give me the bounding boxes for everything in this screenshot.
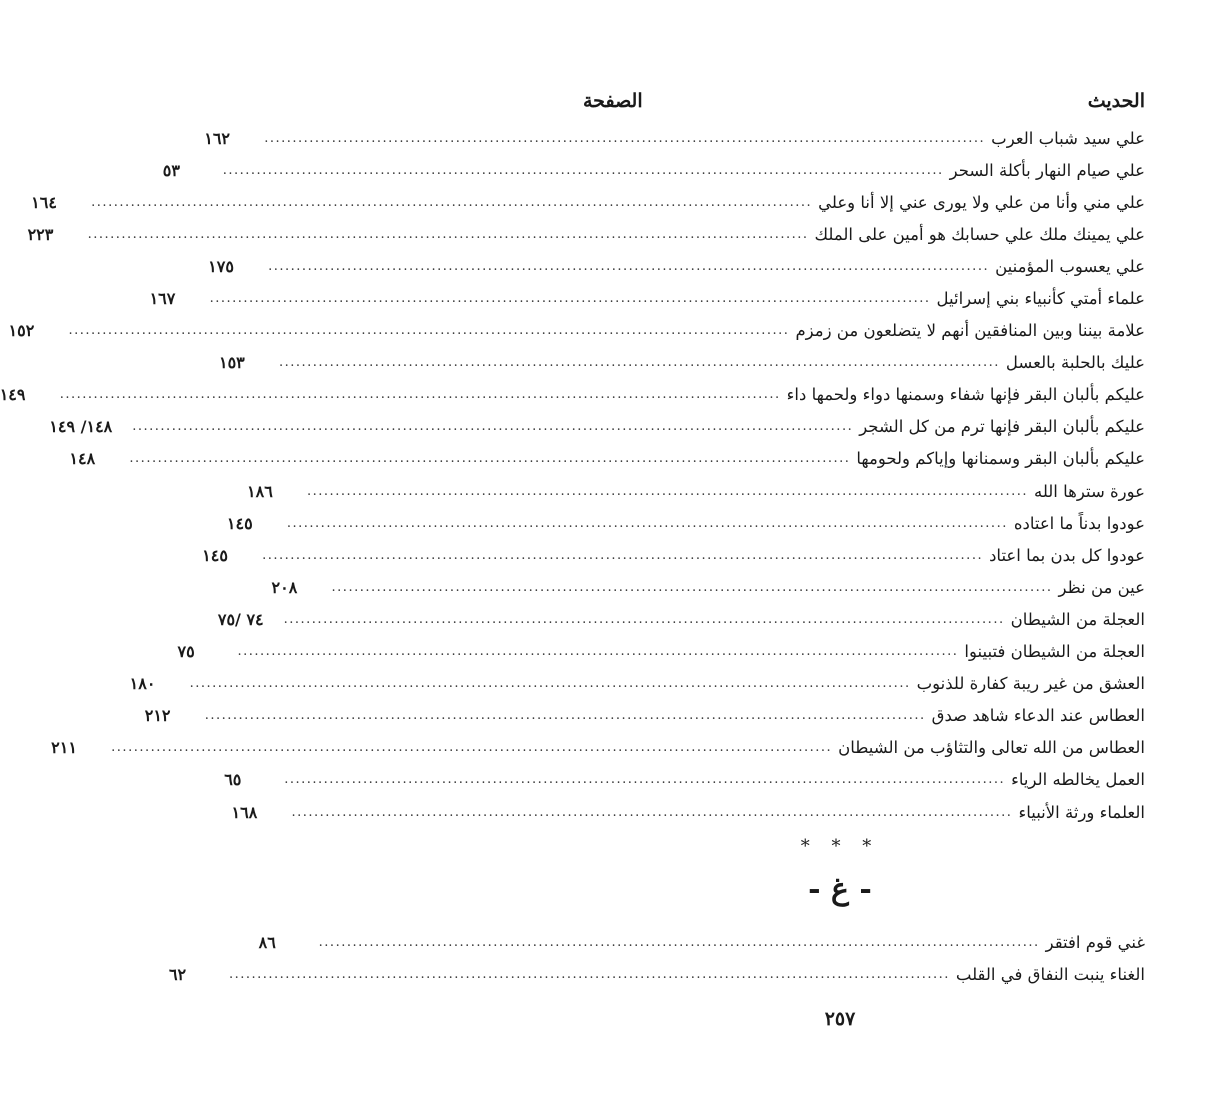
- index-entry-row: [51, 732, 1145, 764]
- index-entry-row: [218, 347, 1145, 379]
- page-reference: ٢١٢: [144, 706, 171, 726]
- page-reference: ١٨٦: [247, 481, 273, 501]
- index-entry-row: [177, 636, 1145, 668]
- dot-leader: ................................................................................................................................: [291, 804, 1013, 820]
- dot-leader: ................................................................................................................................: [264, 130, 986, 146]
- dot-leader: ................................................................................................................................: [268, 258, 990, 274]
- hadith-text: العشق من غير ريبة كفارة للذنوب: [916, 674, 1145, 694]
- index-entry-row: [271, 571, 1145, 603]
- page-reference: ١٦٤: [31, 192, 57, 212]
- dot-leader: ................................................................................................................................: [278, 355, 1000, 371]
- page-reference: ٧٥: [177, 642, 195, 662]
- index-list-ain: [0, 122, 1145, 828]
- index-entry-row: [204, 122, 1145, 154]
- page-number: ٢٥٧: [824, 1008, 856, 1030]
- index-entry-row: [144, 700, 1145, 732]
- section-heading-ghain: - غ -: [808, 872, 872, 907]
- hadith-text: عين من نظر: [1058, 577, 1145, 597]
- dot-leader: ................................................................................................................................: [87, 226, 809, 242]
- dot-leader: ................................................................................................................................: [318, 934, 1040, 950]
- page-reference: ٨٦: [258, 932, 276, 952]
- page-reference: ١٦٧: [149, 289, 176, 309]
- dot-leader: ................................................................................................................................: [286, 515, 1008, 531]
- page-reference: ١٦٢: [204, 128, 230, 148]
- dot-leader: ................................................................................................................................: [209, 291, 931, 307]
- hadith-text: علي يمينك ملك علي حسابك هو أمين على الملك: [814, 224, 1145, 244]
- page-reference: ١٨٠: [129, 674, 156, 694]
- column-header: [583, 86, 1145, 116]
- page-reference: ١٤٥: [226, 513, 253, 533]
- dot-leader: ................................................................................................................................: [222, 162, 944, 178]
- hadith-text: عليكم بألبان البقر فإنها شفاء وسمنها دواء ولحمها داء: [786, 385, 1145, 405]
- hadith-text: عودوا كل بدن بما اعتاد: [989, 545, 1145, 565]
- hadith-text: عليكم بألبان البقر فإنها ترم من كل الشجر: [859, 417, 1145, 437]
- hadith-text: غني قوم افتقر: [1045, 932, 1145, 952]
- hadith-text: عودوا بدناً ما اعتاده: [1013, 513, 1145, 533]
- dot-leader: ................................................................................................................................: [91, 194, 813, 210]
- index-entry-row: [231, 796, 1145, 828]
- index-list-ghain: [168, 926, 1145, 990]
- index-entry-row: [69, 443, 1145, 475]
- index-entry-row: [226, 507, 1145, 539]
- hadith-text: علي يعسوب المؤمنين: [995, 256, 1145, 276]
- dot-leader: ................................................................................................................................: [59, 387, 781, 403]
- index-entry-row: [247, 475, 1145, 507]
- hadith-text: علامة بيننا وبين المنافقين أنهم لا يتضلعون من زمزم: [795, 321, 1145, 341]
- index-entry-row: [129, 668, 1145, 700]
- dot-leader: ................................................................................................................................: [284, 772, 1006, 788]
- dot-leader: ................................................................................................................................: [111, 740, 833, 756]
- hadith-text: عليك بالحلبة بالعسل: [1005, 353, 1145, 373]
- index-entry-row: [27, 218, 1145, 250]
- page-reference: ٥٣: [162, 160, 180, 180]
- dot-leader: ................................................................................................................................: [262, 547, 984, 563]
- hadith-text: العطاس عند الدعاء شاهد صدق: [931, 706, 1145, 726]
- page-reference: ٢٢٣: [27, 224, 54, 244]
- page-reference: ١٤٨: [69, 449, 96, 469]
- dot-leader: ................................................................................................................................: [283, 611, 1005, 627]
- dot-leader: ................................................................................................................................: [68, 323, 790, 339]
- hadith-text: العجلة من الشيطان فتبينوا: [964, 642, 1145, 662]
- hadith-column-label: الحديث: [1087, 90, 1145, 112]
- hadith-text: علي مني وأنا من علي ولا يورى عني إلا أنا وعلي: [818, 192, 1145, 212]
- hadith-text: علي صيام النهار بأكلة السحر: [949, 160, 1145, 180]
- page-reference: ١٥٢: [8, 321, 35, 341]
- index-entry-row: [168, 958, 1145, 990]
- page-column-label: الصفحة: [583, 90, 643, 112]
- index-entry-row: [31, 186, 1145, 218]
- hadith-text: علي سيد شباب العرب: [991, 128, 1145, 148]
- index-entry-row: [208, 250, 1145, 282]
- index-entry-row: [162, 154, 1145, 186]
- hadith-text: علماء أمتي كأنبياء بني إسرائيل: [936, 289, 1145, 309]
- index-entry-row: [217, 603, 1145, 635]
- page-reference: ١٥٣: [218, 353, 245, 373]
- index-entry-row: [0, 379, 1145, 411]
- index-entry-row: [8, 315, 1145, 347]
- page-reference: ٧٤ /٧٥: [217, 609, 264, 629]
- index-entry-row: [149, 282, 1145, 314]
- dot-leader: ................................................................................................................................: [237, 644, 959, 660]
- index-entry-row: [202, 539, 1145, 571]
- section-divider-stars: * * *: [800, 836, 880, 857]
- index-entry-row: [49, 411, 1145, 443]
- dot-leader: ................................................................................................................................: [132, 419, 854, 435]
- dot-leader: ................................................................................................................................: [129, 451, 851, 467]
- hadith-text: الغناء ينبت النفاق في القلب: [955, 964, 1145, 984]
- index-entry-row: [258, 926, 1145, 958]
- hadith-text: العطاس من الله تعالى والتثاؤب من الشيطان: [838, 738, 1145, 758]
- page-reference: ٦٥: [224, 770, 242, 790]
- page-reference: ٢١١: [51, 738, 77, 758]
- dot-leader: ................................................................................................................................: [204, 708, 926, 724]
- index-entry-row: [224, 764, 1145, 796]
- dot-leader: ................................................................................................................................: [307, 483, 1028, 499]
- page-reference: ١٤٩: [0, 385, 26, 405]
- hadith-text: عورة سترها الله: [1033, 481, 1145, 501]
- page-reference: ١٤٨/ ١٤٩: [49, 417, 113, 437]
- dot-leader: ................................................................................................................................: [228, 966, 950, 982]
- page-reference: ٢٠٨: [271, 577, 298, 597]
- page-reference: ٦٢: [168, 964, 187, 984]
- hadith-text: العمل يخالطه الرياء: [1011, 770, 1145, 790]
- page-reference: ١٤٥: [202, 545, 228, 565]
- page-reference: ١٦٨: [231, 802, 258, 822]
- hadith-text: العجلة من الشيطان: [1010, 609, 1145, 629]
- dot-leader: ................................................................................................................................: [331, 579, 1053, 595]
- dot-leader: ................................................................................................................................: [189, 676, 911, 692]
- page-reference: ١٧٥: [208, 256, 234, 276]
- hadith-text: العلماء ورثة الأنبياء: [1018, 802, 1145, 822]
- hadith-text: عليكم بألبان البقر وسمنانها وإياكم ولحومها: [856, 449, 1145, 469]
